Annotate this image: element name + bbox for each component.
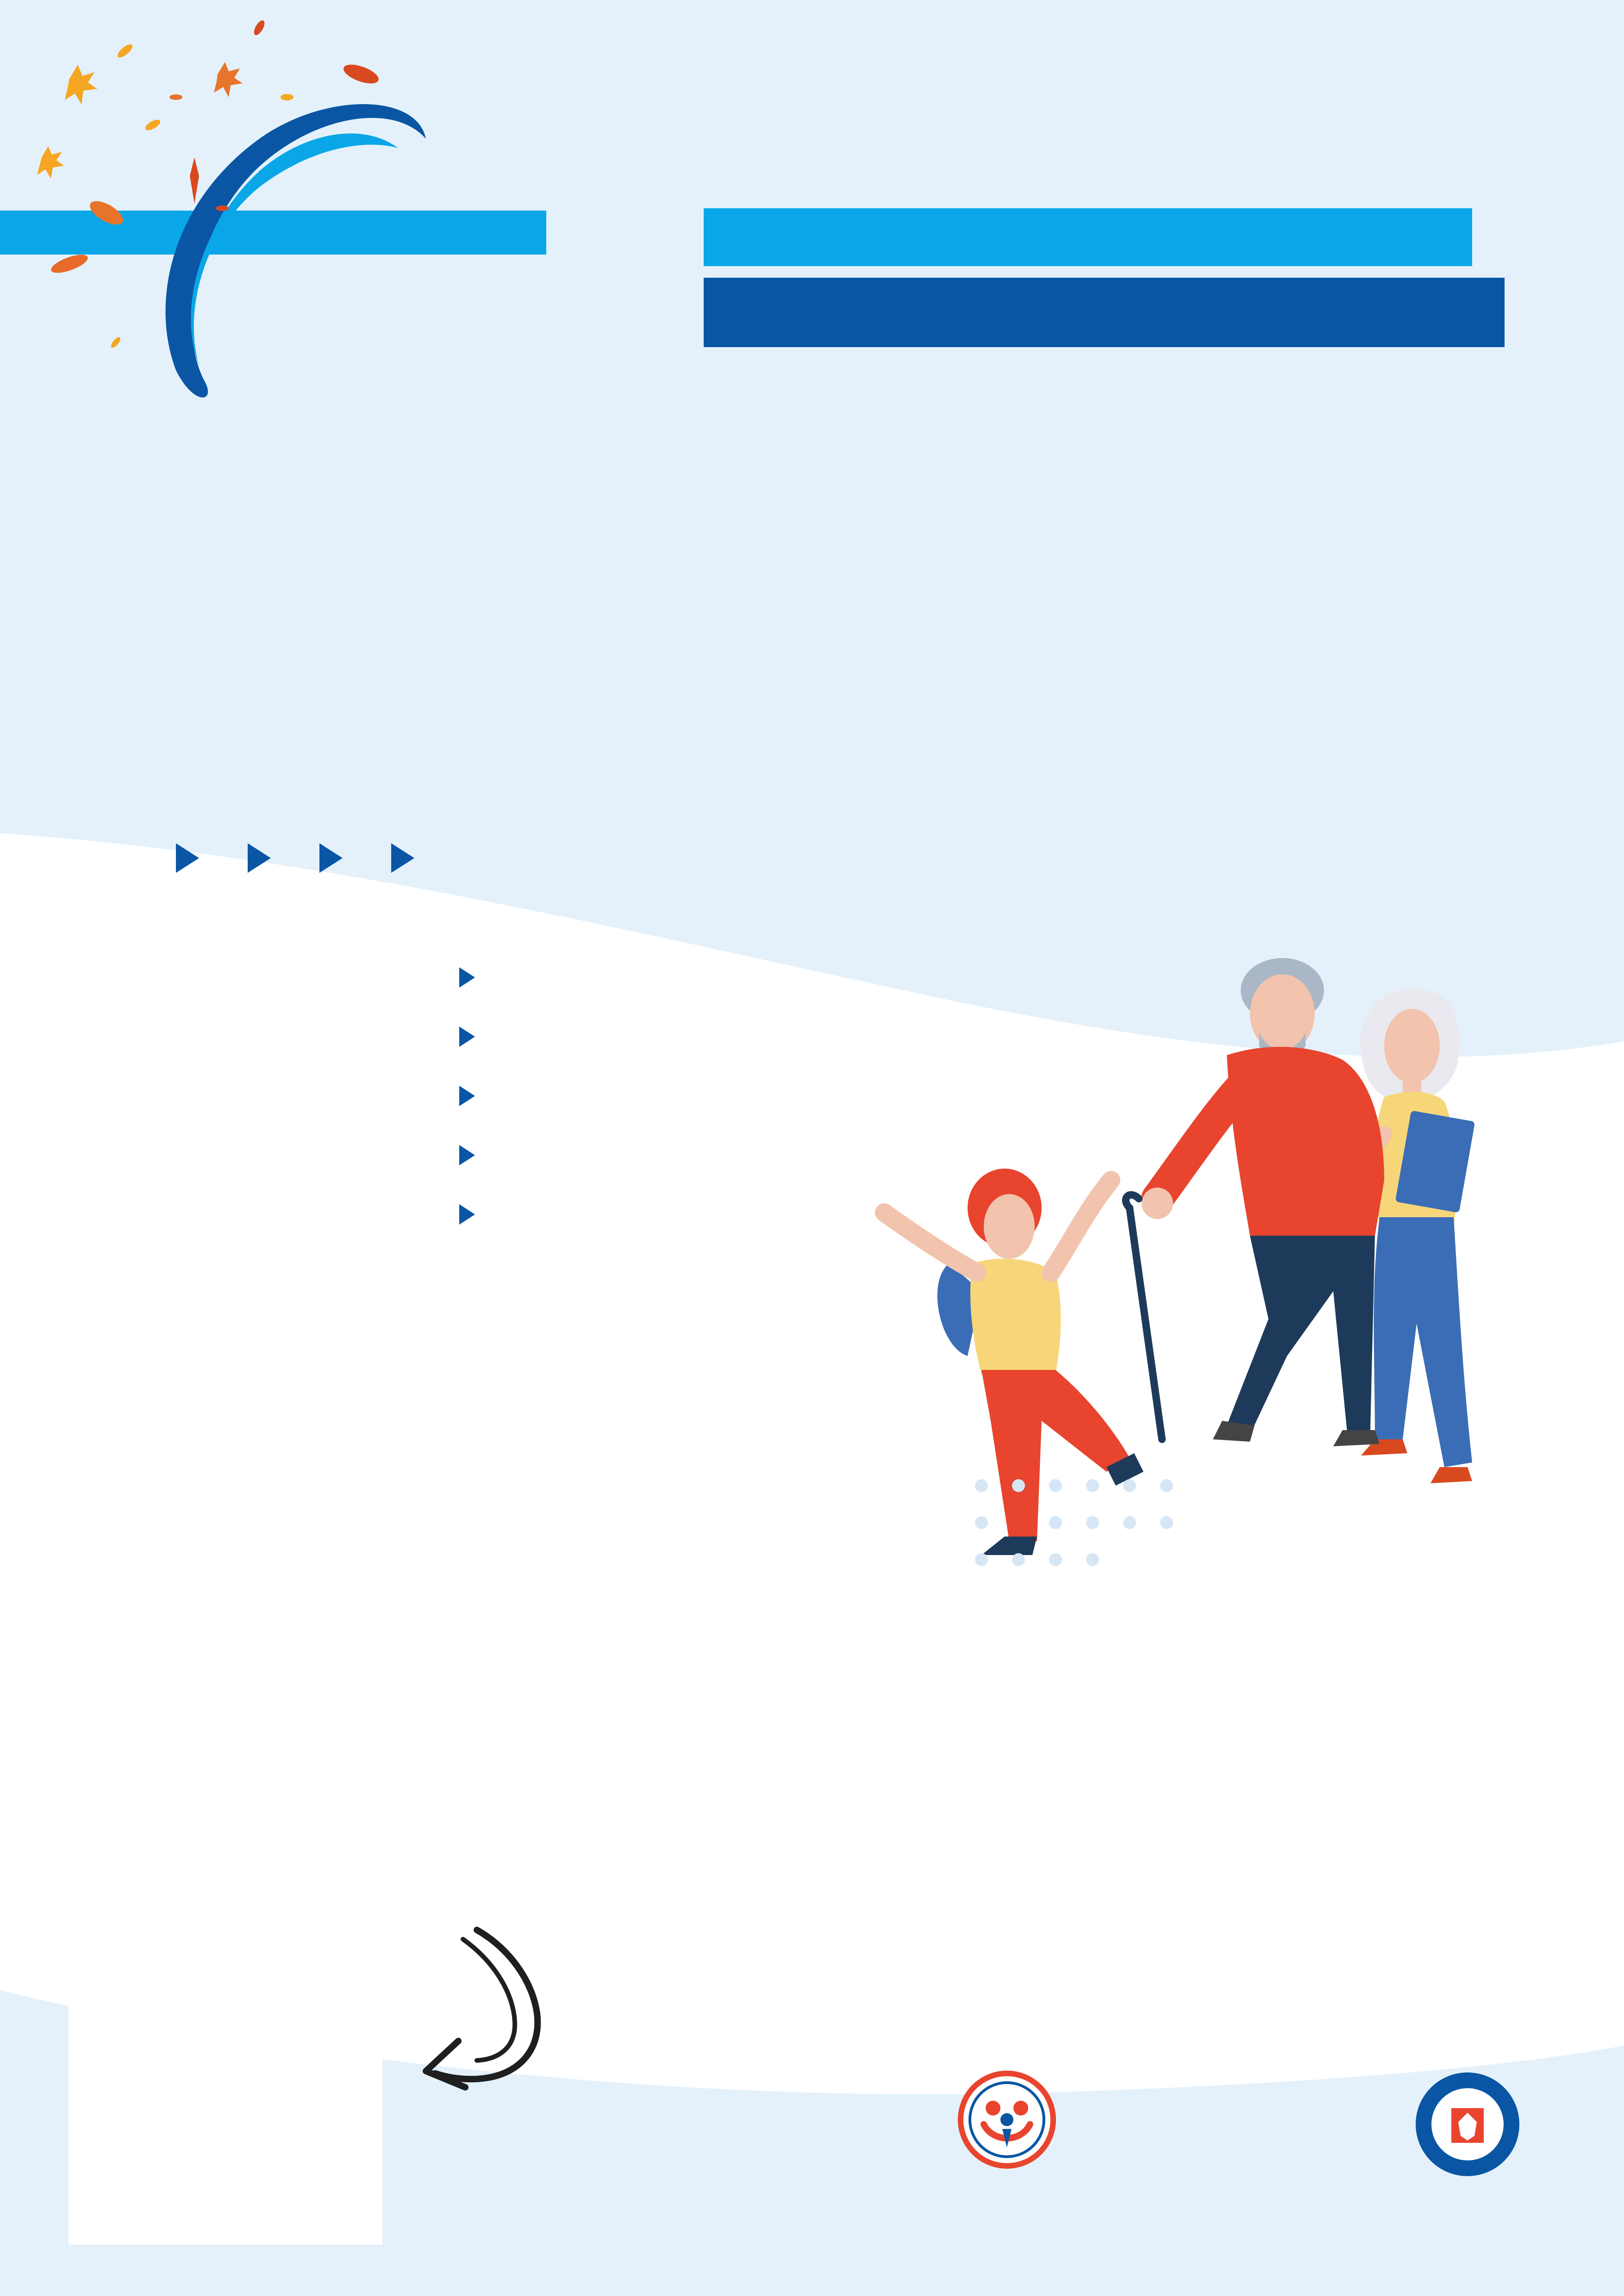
arrow-icon [319, 843, 343, 873]
qr-code[interactable] [69, 1925, 382, 2245]
health-logo-icon [956, 2069, 1058, 2171]
senior-family-illustration [843, 940, 1565, 1597]
autumn-leaves-icon [37, 19, 381, 349]
arrow-icon [176, 843, 199, 873]
campaign-line1 [704, 208, 1472, 266]
logo-graphic [0, 0, 648, 417]
sanitary-inspection-badge-icon [1412, 2069, 1523, 2180]
arrow-icon [391, 843, 414, 873]
arrow-icon [248, 843, 271, 873]
bullet-icon [459, 1086, 475, 1106]
qr-code-frame [69, 1925, 382, 2245]
bullet-icon [459, 1027, 475, 1047]
bullet-icon [459, 967, 475, 988]
curved-arrow-icon [407, 1911, 565, 2106]
campaign-line2 [704, 278, 1505, 347]
bullet-icon [459, 1145, 475, 1165]
bullet-icon [459, 1204, 475, 1225]
